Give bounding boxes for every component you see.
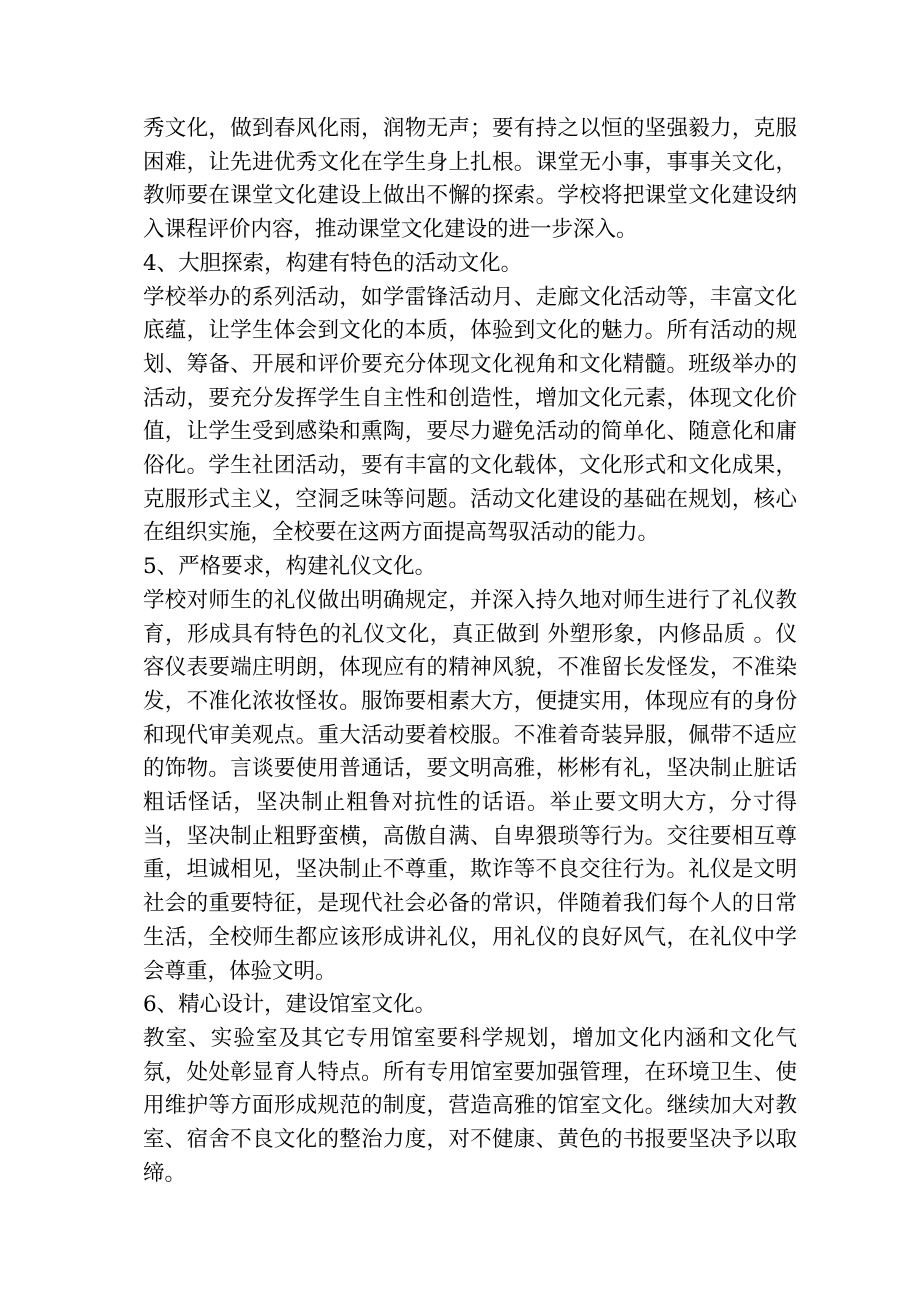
heading-room-culture: 6、精心设计，建设馆室文化。 <box>143 992 437 1018</box>
heading-etiquette-culture: 5、严格要求，构建礼仪文化。 <box>143 554 437 580</box>
paragraph-etiquette-culture: 学校对师生的礼仪做出明确规定，并深入持久地对师生进行了礼仪教育，形成具有特色的礼仪文化，真正做到 外塑形象，内修品质 。仪容仪表要端庄明朗，体现应有的精神风貌，不准留长发怪发，不准染发，不准化浓妆怪妆。服饰要相素大方，便捷实用，体现应有的身份和现代审美观点。重大活动要着校服。不准着奇装异服，佩带不适应的饰物。言谈要使用普通话，要文明高雅，彬彬有礼，坚决制止脏话粗话怪话，坚决制止粗鲁对抗性的话语。举止要文明大方，分寸得当，坚决制止粗野蛮横，高傲自满、自卑猥琐等行为。交往要相互尊重，坦诚相见，坚决制止不尊重，欺诈等不良交往行为。礼仪是文明社会的重要特征，是现代社会必备的常识，伴随着我们每个人的日常生活，全校师生都应该形成讲礼仪，用礼仪的良好风气，在礼仪中学会尊重，体验文明。 <box>143 587 797 984</box>
document-body <box>143 112 797 1191</box>
paragraph-classroom-culture-continued: 秀文化，做到春风化雨，润物无声；要有持之以恒的坚强毅力，克服困难，让先进优秀文化在学生身上扎根。课堂无小事，事事关文化，教师要在课堂文化建设上做出不懈的探索。学校将把课堂文化建设纳入课程评价内容，推动课堂文化建设的进一步深入。 <box>143 116 797 243</box>
paragraph-room-culture: 教室、实验室及其它专用馆室要科学规划，增加文化内涵和文化气氛，处处彰显育人特点。所有专用馆室要加强管理，在环境卫生、使用维护等方面形成规范的制度，营造高雅的馆室文化。继续加大对教室、宿舍不良文化的整治力度，对不健康、黄色的书报要坚决予以取缔。 <box>143 1025 797 1186</box>
heading-activity-culture: 4、大胆探索，构建有特色的活动文化。 <box>143 250 523 276</box>
paragraph-activity-culture: 学校举办的系列活动，如学雷锋活动月、走廊文化活动等，丰富文化底蕴，让学生体会到文化的本质，体验到文化的魅力。所有活动的规划、筹备、开展和评价要充分体现文化视角和文化精髓。班级举办的活动，要充分发挥学生自主性和创造性，增加文化元素，体现文化价值，让学生受到感染和熏陶，要尽力避免活动的简单化、随意化和庸俗化。学生社团活动，要有丰富的文化载体，文化形式和文化成果，克服形式主义，空洞乏味等问题。活动文化建设的基础在规划，核心在组织实施，全校要在这两方面提高驾驭活动的能力。 <box>143 284 797 546</box>
